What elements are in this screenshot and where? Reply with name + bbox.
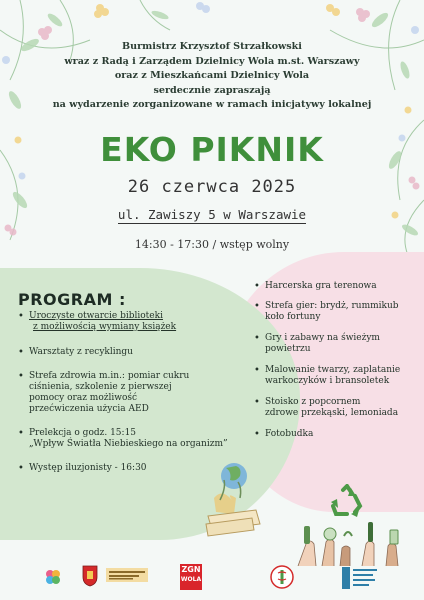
- event-place-text: ul. Zawiszy 5 w Warszawie: [117, 207, 307, 222]
- program-item: [17, 428, 279, 450]
- program-item: [17, 311, 279, 333]
- program-item-line: • Malowanie twarzy, zaplatanie: [265, 365, 401, 375]
- invite-line: oraz z Mieszkańcami Dzielnicy Wola: [114, 70, 310, 82]
- program-item: [17, 371, 279, 415]
- partner-logo-5: [270, 564, 294, 590]
- program-item: [17, 347, 279, 358]
- event-date: 26 czerwca 2025: [127, 177, 297, 197]
- invite-line: serdecznie zapraszają: [153, 84, 271, 96]
- partner-logo-1: [42, 566, 64, 588]
- event-time: 14:30 - 17:30 / wstęp wolny: [134, 238, 290, 251]
- program-item-line: przećwiczenia użycia AED: [29, 404, 149, 414]
- program-item-line: ciśnienia, szkolenie z pierwszej: [29, 382, 172, 392]
- globe-books-illustration: [196, 458, 268, 540]
- program-item-line: • Stoisko z popcornem: [265, 397, 361, 407]
- partner-logos: [0, 560, 424, 600]
- program-item-line: • Harcerska gra terenowa: [265, 281, 377, 291]
- program-left-list: [17, 311, 279, 482]
- recycle-icon: [329, 484, 365, 518]
- program-item: [253, 333, 423, 355]
- invite-line: wraz z Radą i Zarządem Dzielnicy Wola m.st. Warszawy: [64, 55, 360, 67]
- program-item-line: • Strefa gier: brydż, rummikub: [265, 301, 399, 311]
- program-item-line: • Fotobudka: [265, 429, 314, 439]
- program-item: [253, 397, 423, 419]
- invite-line: na wydarzenie zorganizowane w ramach inicjatywy lokalnej: [52, 99, 372, 111]
- program-item: [253, 301, 423, 323]
- event-title: EKO PIKNIK: [100, 130, 324, 169]
- program-item-line: • Warsztaty z recyklingu: [29, 347, 133, 357]
- zgn-logo-line2: WOLA: [180, 576, 202, 583]
- event-place: [0, 207, 424, 222]
- program-item-line: • Uroczyste otwarcie biblioteki: [29, 311, 163, 321]
- program-item-line: • Występ iluzjonisty - 16:30: [29, 463, 147, 473]
- program-item-line: powietrzu: [265, 344, 311, 354]
- partner-logo-6: [340, 565, 380, 591]
- partner-logo-3: [106, 568, 148, 582]
- program-item-line: • Prelekcja o godz. 15:15: [29, 428, 137, 438]
- program-item-line: warkoczyków i bransoletek: [265, 376, 390, 386]
- program-item-line: • Gry i zabawy na świeżym: [265, 333, 380, 343]
- wola-coat-of-arms-logo: [82, 565, 98, 587]
- program-item: [253, 281, 423, 292]
- zgn-wola-logo: [180, 564, 202, 590]
- program-right-list: [253, 281, 423, 448]
- program-item-line: zdrowe przekąski, lemoniada: [265, 408, 399, 418]
- invitation-text: [0, 40, 424, 113]
- program-item-line: pomocy oraz możliwość: [29, 393, 138, 403]
- program-heading: PROGRAM :: [18, 290, 126, 309]
- invite-line: Burmistrz Krzysztof Strzałkowski: [122, 41, 302, 52]
- program-item-line: koło fortuny: [265, 312, 321, 322]
- program-item: [253, 365, 423, 387]
- program-item-line: • Strefa zdrowia m.in.: pomiar cukru: [29, 371, 190, 381]
- hands-recycling-illustration: [292, 518, 416, 566]
- zgn-logo-line1: ZGN: [181, 565, 201, 574]
- program-item-line: „Wpływ Światła Niebieskiego na organizm”: [29, 439, 228, 449]
- program-item: [253, 429, 423, 440]
- program-item-line: z możliwością wymiany książek: [33, 322, 177, 332]
